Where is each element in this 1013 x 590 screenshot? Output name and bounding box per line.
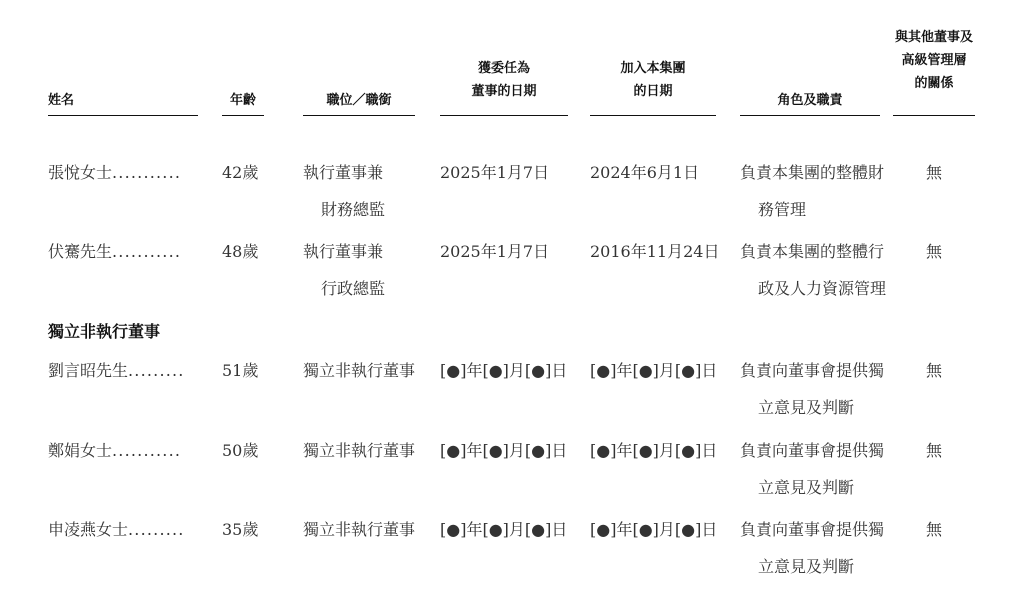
header-rule-age xyxy=(222,115,264,116)
row-role xyxy=(740,154,884,228)
row-position-line1: 獨立非執行董事 xyxy=(303,520,416,539)
row-role xyxy=(740,233,886,307)
row-age: 42歲 xyxy=(222,163,259,182)
row-name-text: 申凌燕女士 xyxy=(48,520,129,539)
row-name-leader: ........... xyxy=(112,242,182,261)
row-role-line1: 負責本集團的整體財 xyxy=(740,163,885,182)
header-name xyxy=(48,89,74,112)
row-role-line2: 立意見及判斷 xyxy=(758,398,855,417)
row-role xyxy=(740,511,884,585)
row-appointed-date: 2025年1月7日 xyxy=(440,242,550,261)
row-role xyxy=(740,432,884,506)
header-rule-role xyxy=(740,115,880,116)
row-name-text: 鄭娟女士 xyxy=(48,441,113,460)
header-name-text: 姓名 xyxy=(48,93,75,108)
row-age: 48歲 xyxy=(222,242,259,261)
row-position-line2: 財務總監 xyxy=(321,200,386,219)
row-relation: 無 xyxy=(925,520,942,539)
row-name-text: 伏騫先生 xyxy=(48,242,113,261)
row-relation: 無 xyxy=(925,163,942,182)
row-position-line1: 執行董事兼 xyxy=(303,242,384,261)
row-age: 50歲 xyxy=(222,441,259,460)
header-age xyxy=(222,89,264,112)
row-role-line2: 立意見及判斷 xyxy=(758,557,855,576)
header-age-text: 年齡 xyxy=(229,93,256,108)
row-appointed-date: 2025年1月7日 xyxy=(440,163,550,182)
table-row-name xyxy=(48,511,185,548)
row-position-line1: 獨立非執行董事 xyxy=(303,361,416,380)
row-joined-date: [●]年[●]月[●]日 xyxy=(590,441,718,460)
row-appointed-date: [●]年[●]月[●]日 xyxy=(440,520,568,539)
header-role-text: 角色及職責 xyxy=(777,93,843,108)
row-age: 51歲 xyxy=(222,361,259,380)
table-row-name xyxy=(48,432,181,469)
row-position xyxy=(303,432,415,469)
row-position xyxy=(303,233,385,307)
header-joined xyxy=(590,57,716,103)
row-role-line1: 負責向董事會提供獨 xyxy=(740,520,885,539)
row-role-line2: 政及人力資源管理 xyxy=(758,279,887,298)
row-name-leader: ........... xyxy=(112,441,182,460)
header-appointed-line1: 獲委任為 xyxy=(477,61,530,76)
row-joined-date: [●]年[●]月[●]日 xyxy=(590,520,718,539)
row-appointed-date: [●]年[●]月[●]日 xyxy=(440,361,568,380)
row-relation: 無 xyxy=(925,242,942,261)
row-role-line1: 負責向董事會提供獨 xyxy=(740,441,885,460)
row-role-line1: 負責本集團的整體行 xyxy=(740,242,885,261)
section-title: 獨立非執行董事 xyxy=(48,322,161,341)
header-position-text: 職位／職銜 xyxy=(326,93,392,108)
header-rule-relation xyxy=(893,115,975,116)
row-joined-date: [●]年[●]月[●]日 xyxy=(590,361,718,380)
header-rule-position xyxy=(303,115,415,116)
row-position-line1: 執行董事兼 xyxy=(303,163,384,182)
header-rule-name xyxy=(48,115,198,116)
row-name-text: 張悅女士 xyxy=(48,163,113,182)
row-position xyxy=(303,154,385,228)
row-name-leader: ........... xyxy=(112,163,182,182)
row-name-text: 劉言昭先生 xyxy=(48,361,129,380)
header-relation-line3: 的關係 xyxy=(914,76,954,91)
header-joined-line2: 的日期 xyxy=(633,84,673,99)
header-relation xyxy=(893,26,975,95)
row-position xyxy=(303,511,415,548)
table-row-name xyxy=(48,154,181,191)
row-name-leader: ......... xyxy=(128,361,185,380)
table-row-name xyxy=(48,352,185,389)
row-role-line1: 負責向董事會提供獨 xyxy=(740,361,885,380)
row-position-line2: 行政總監 xyxy=(321,279,386,298)
header-position xyxy=(303,89,415,112)
row-appointed-date: [●]年[●]月[●]日 xyxy=(440,441,568,460)
header-appointed-line2: 董事的日期 xyxy=(471,84,537,99)
row-relation: 無 xyxy=(925,361,942,380)
header-rule-appointed xyxy=(440,115,568,116)
row-position xyxy=(303,352,415,389)
row-role-line2: 立意見及判斷 xyxy=(758,478,855,497)
table-row-name xyxy=(48,233,181,270)
row-joined-date: 2024年6月1日 xyxy=(590,163,700,182)
header-rule-joined xyxy=(590,115,716,116)
row-joined-date: 2016年11月24日 xyxy=(590,242,720,261)
header-relation-line1: 與其他董事及 xyxy=(894,30,973,45)
row-age: 35歲 xyxy=(222,520,259,539)
header-relation-line2: 高級管理層 xyxy=(901,53,967,68)
header-appointed xyxy=(440,57,568,103)
row-name-leader: ......... xyxy=(128,520,185,539)
row-position-line1: 獨立非執行董事 xyxy=(303,441,416,460)
header-role xyxy=(740,89,880,112)
row-role-line2: 務管理 xyxy=(758,200,807,219)
row-relation: 無 xyxy=(925,441,942,460)
header-joined-line1: 加入本集團 xyxy=(620,61,686,76)
row-role xyxy=(740,352,884,426)
